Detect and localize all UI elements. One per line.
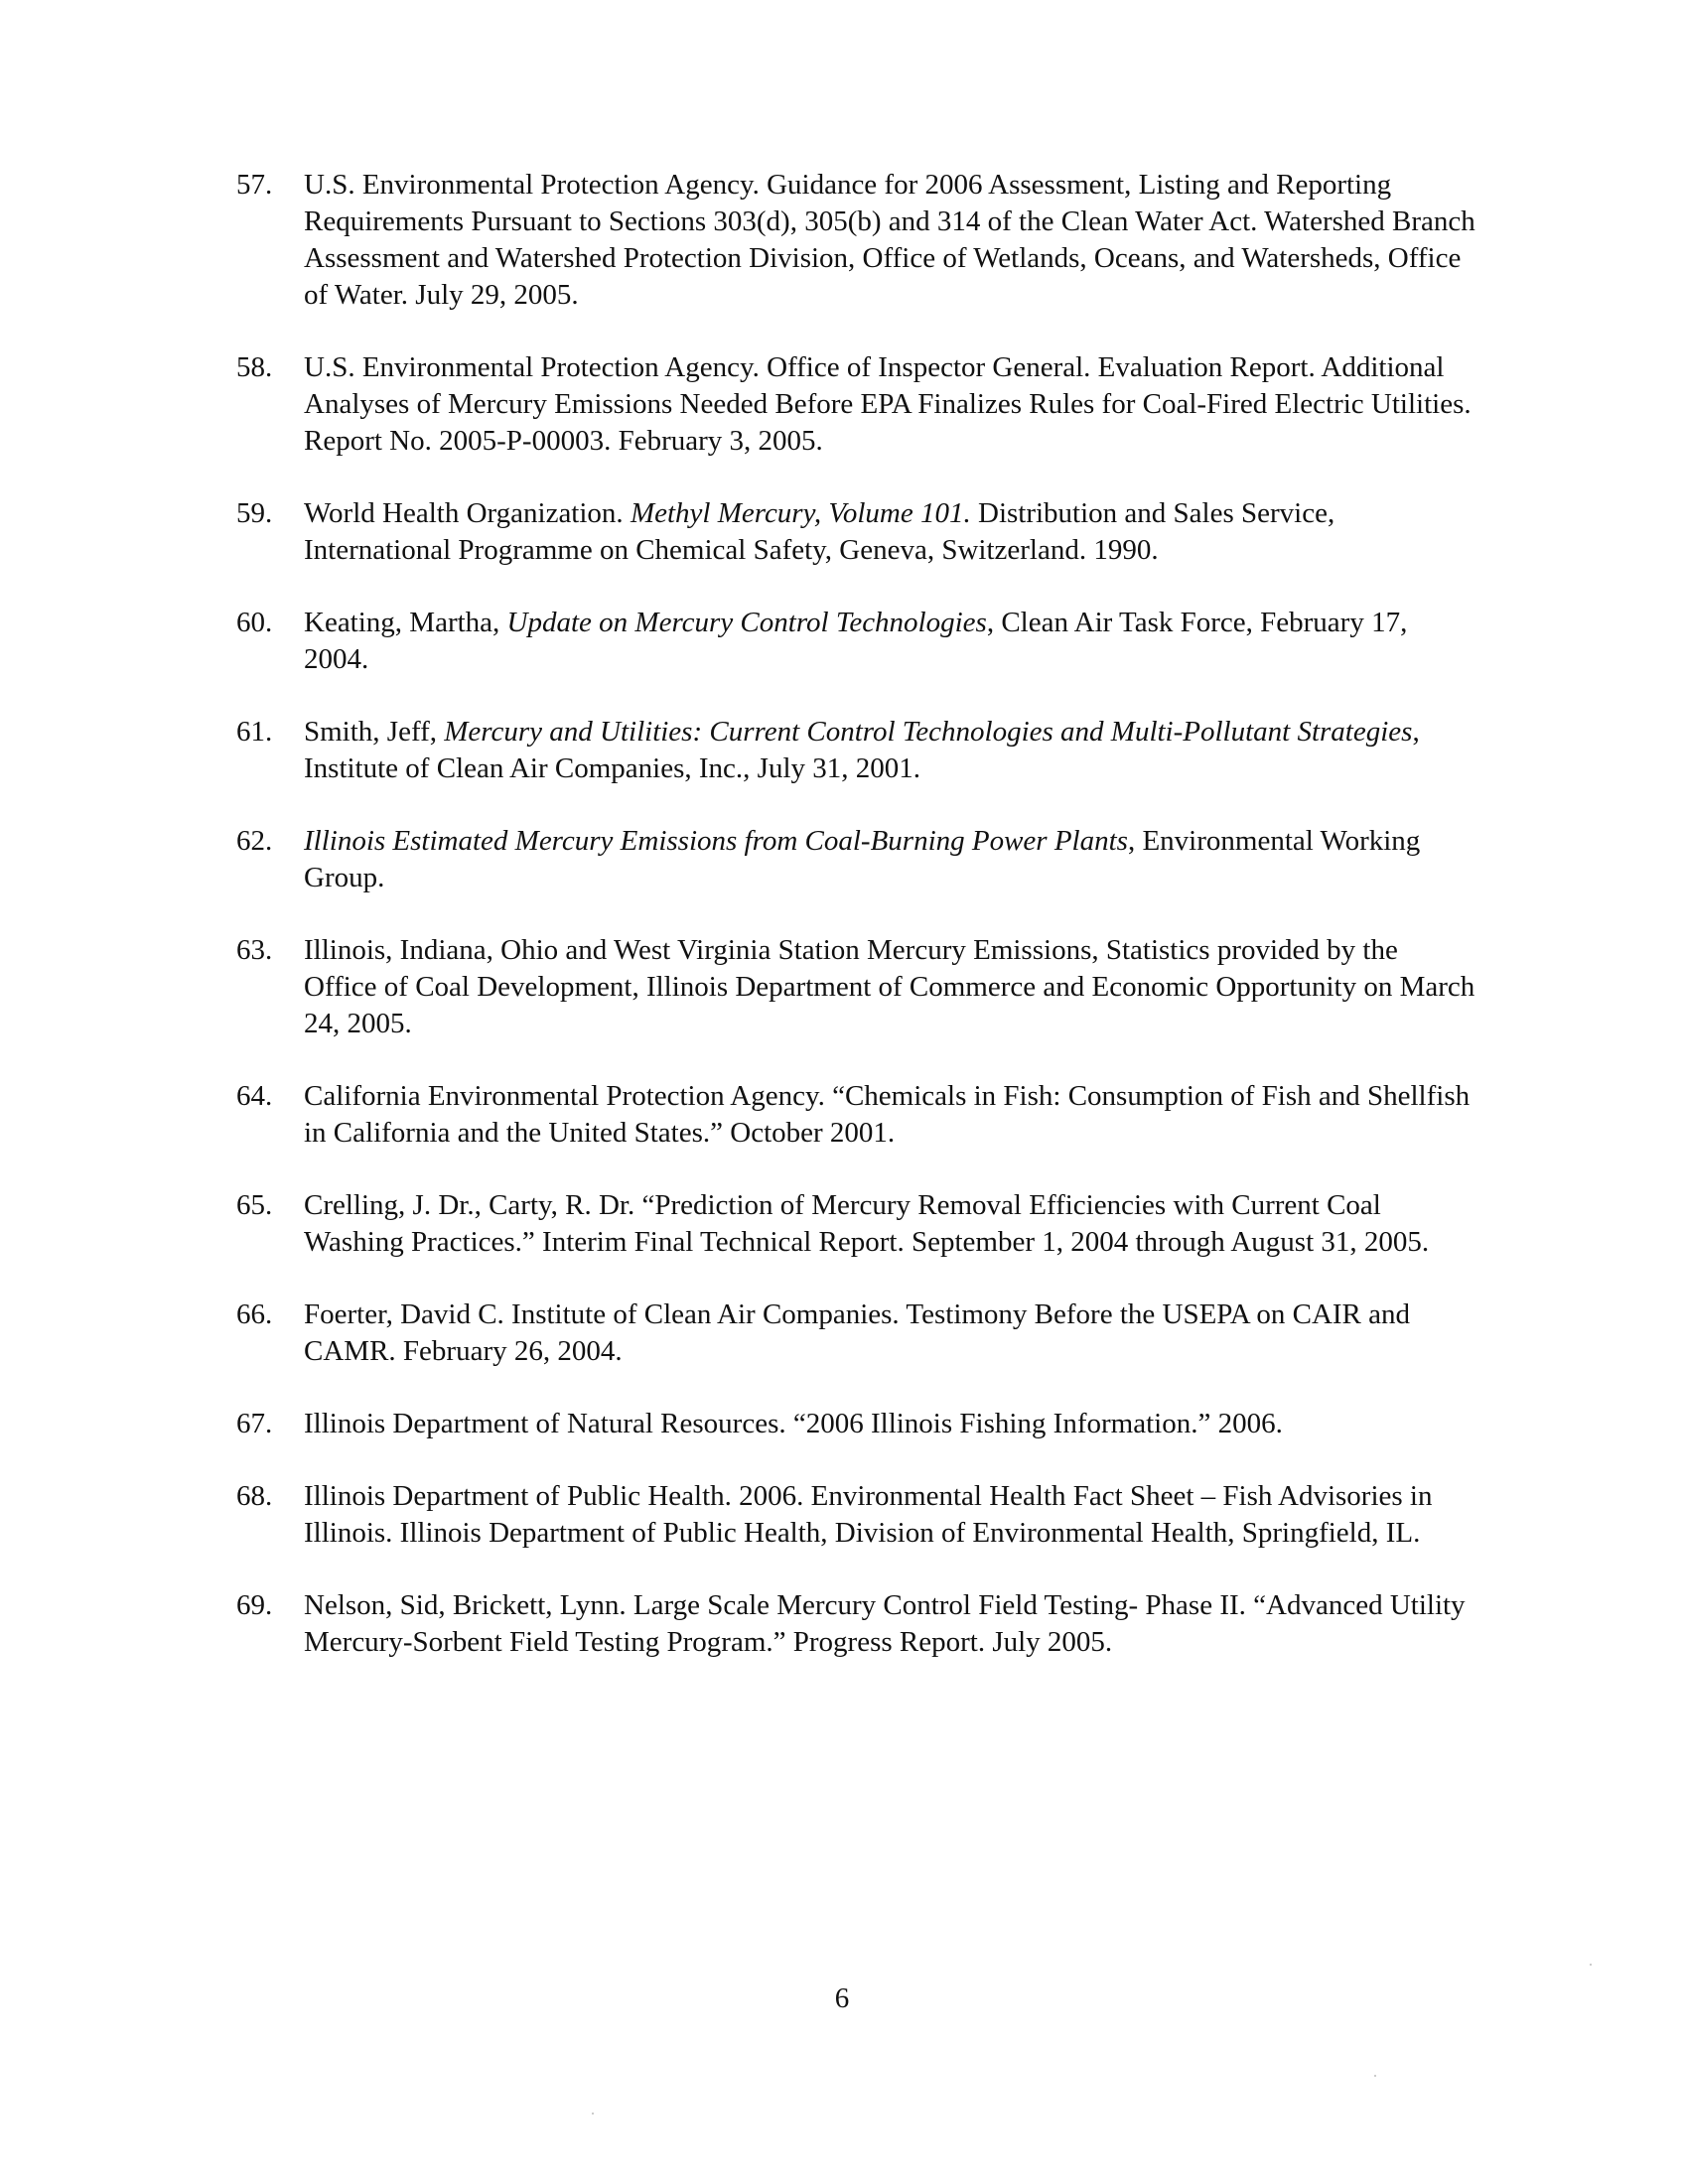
reference-text-segment: , Environmental Working Group. <box>304 825 1421 893</box>
scan-speck <box>1590 1964 1592 1966</box>
reference-item <box>236 1078 1477 1152</box>
reference-number: 65. <box>236 1189 273 1221</box>
reference-number: 63. <box>236 934 273 966</box>
reference-text-segment: Keating, Martha, <box>304 607 507 638</box>
reference-text-segment: U.S. Environmental Protection Agency. Office of Inspector General. Evaluation Report. Additional Analyses of Mercury Emissions Needed Before EPA Finalizes Rules for Coal-Fired Electric Utilities. Report No. 2005-P-00003. February 3, 2005. <box>304 351 1472 457</box>
reference-item <box>236 167 1477 314</box>
reference-number: 59. <box>236 497 273 529</box>
reference-text-segment: U.S. Environmental Protection Agency. Guidance for 2006 Assessment, Listing and Reporting Requirements Pursuant to Sections 303(d), 305(b) and 314 of the Clean Water Act. Watershed Branch Assessment and Watershed Protection Division, Office of Wetlands, Oceans, and Watersheds, Office of Water. July 29, 2005. <box>304 169 1475 311</box>
reference-title-italic: Update on Mercury Control Technologies <box>506 607 987 638</box>
reference-number: 62. <box>236 825 273 857</box>
reference-text <box>304 607 1407 675</box>
reference-title-italic: Methyl Mercury, Volume 101. <box>630 497 971 529</box>
reference-item <box>236 495 1477 569</box>
reference-text-segment: Illinois, Indiana, Ohio and West Virginia Station Mercury Emissions, Statistics provided by the Office of Coal Development, Illinois Department of Commerce and Economic Opportunity on March 24, 2005. <box>304 934 1475 1039</box>
reference-item <box>236 605 1477 678</box>
reference-item <box>236 1187 1477 1261</box>
reference-text-segment: , Clean Air Task Force, February 17, 2004. <box>304 607 1408 675</box>
reference-number: 67. <box>236 1408 273 1439</box>
reference-text <box>304 169 1475 311</box>
reference-number: 64. <box>236 1080 273 1112</box>
reference-text <box>304 716 1420 784</box>
reference-text-segment: Nelson, Sid, Brickett, Lynn. Large Scale Mercury Control Field Testing- Phase II. “Advanced Utility Mercury-Sorbent Field Testing Program.” Progress Report. July 2005. <box>304 1589 1466 1658</box>
reference-text <box>304 1480 1432 1549</box>
reference-number: 69. <box>236 1589 273 1621</box>
page-number: 6 <box>834 1982 850 2014</box>
reference-item <box>236 349 1477 460</box>
reference-text-segment: Illinois Department of Public Health. 2006. Environmental Health Fact Sheet – Fish Advisories in Illinois. Illinois Department of Public Health, Division of Environmental Health, Springfield, IL. <box>304 1480 1433 1549</box>
reference-text-segment: California Environmental Protection Agency. “Chemicals in Fish: Consumption of Fish and Shellfish in California and the United States.” October 2001. <box>304 1080 1471 1149</box>
reference-text-segment: Distribution and Sales Service, International Programme on Chemical Safety, Geneva, Switzerland. 1990. <box>304 497 1335 566</box>
reference-text-segment: Foerter, David C. Institute of Clean Air Companies. Testimony Before the USEPA on CAIR and CAMR. February 26, 2004. <box>304 1298 1411 1367</box>
reference-text <box>304 1298 1410 1367</box>
reference-item <box>236 1587 1477 1661</box>
reference-number: 66. <box>236 1298 273 1330</box>
reference-number: 61. <box>236 716 273 748</box>
reference-number: 58. <box>236 351 273 383</box>
reference-item <box>236 714 1477 787</box>
reference-number: 68. <box>236 1480 273 1512</box>
scan-speck <box>1374 2075 1376 2077</box>
reference-list <box>236 167 1477 1697</box>
reference-text <box>304 1589 1466 1658</box>
reference-text <box>304 351 1472 457</box>
reference-text-segment: , Institute of Clean Air Companies, Inc., July 31, 2001. <box>304 716 1420 784</box>
reference-text <box>304 1408 1283 1439</box>
reference-text-segment: Crelling, J. Dr., Carty, R. Dr. “Prediction of Mercury Removal Efficiencies with Current Coal Washing Practices.” Interim Final Technical Report. September 1, 2004 through August 31, 2005. <box>304 1189 1430 1258</box>
reference-number: 57. <box>236 169 273 201</box>
reference-item <box>236 932 1477 1042</box>
reference-item <box>236 1406 1477 1442</box>
reference-text <box>304 1189 1429 1258</box>
reference-text-segment: Smith, Jeff, <box>304 716 445 748</box>
reference-text <box>304 934 1474 1039</box>
scan-speck <box>592 2113 594 2115</box>
reference-title-italic: Illinois Estimated Mercury Emissions from Coal-Burning Power Plants <box>304 825 1128 857</box>
reference-text <box>304 825 1420 893</box>
reference-title-italic: Mercury and Utilities: Current Control Technologies and Multi-Pollutant Strategies <box>444 716 1413 748</box>
reference-text <box>304 497 1334 566</box>
reference-item <box>236 1297 1477 1370</box>
reference-text-segment: World Health Organization. <box>304 497 631 529</box>
reference-item <box>236 823 1477 896</box>
reference-text-segment: Illinois Department of Natural Resources. “2006 Illinois Fishing Information.” 2006. <box>304 1408 1283 1439</box>
reference-number: 60. <box>236 607 273 638</box>
reference-text <box>304 1080 1470 1149</box>
reference-item <box>236 1478 1477 1552</box>
